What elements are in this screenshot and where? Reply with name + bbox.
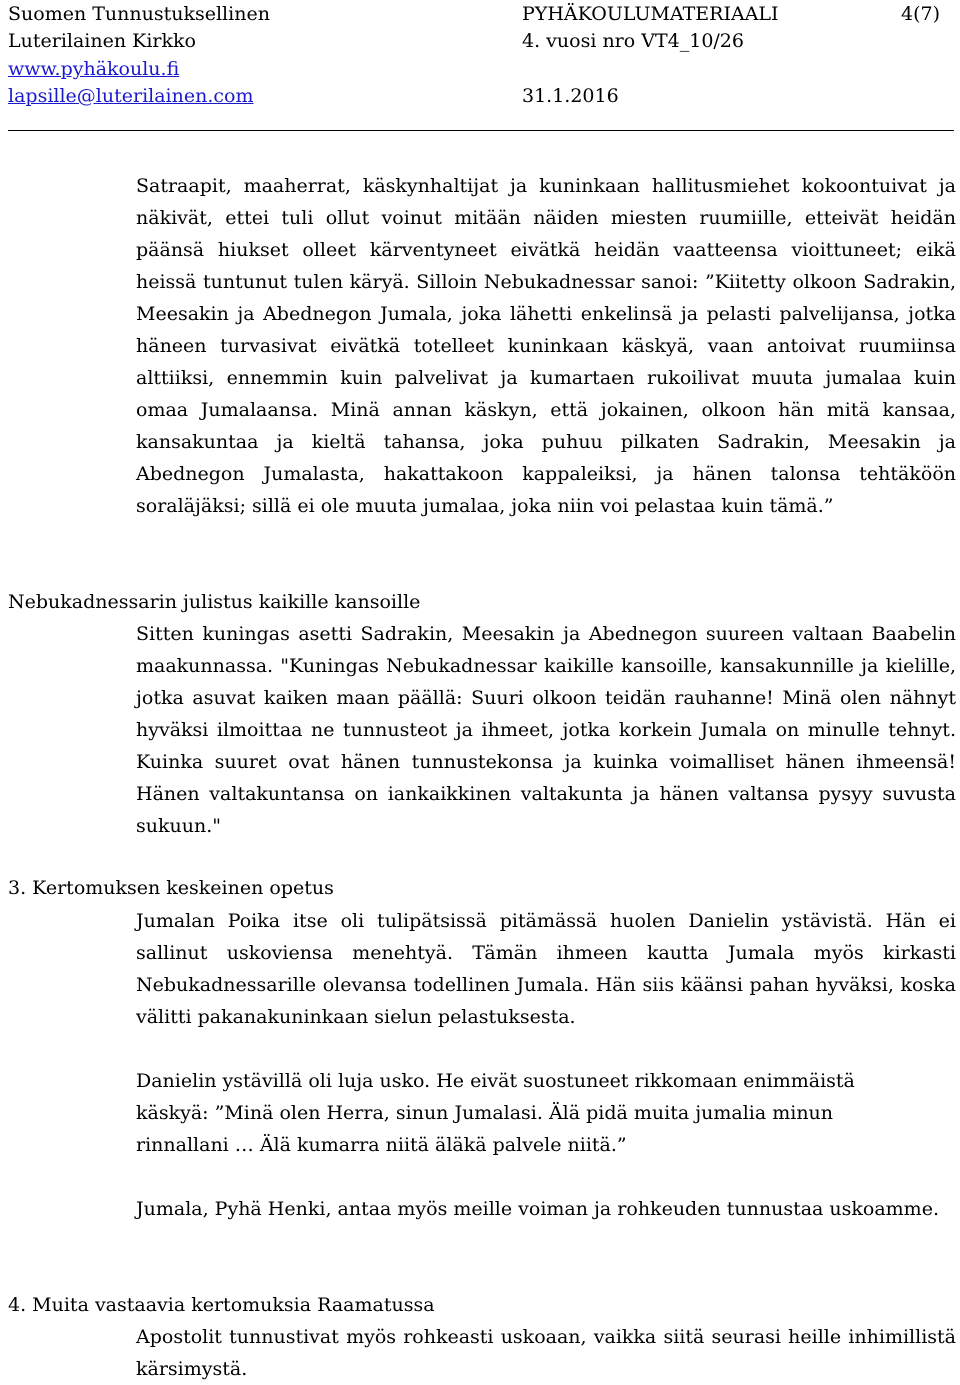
material-title: PYHÄKOULUMATERIAALI (522, 3, 779, 25)
lesson-number: 4. vuosi nro VT4_10/26 (522, 30, 744, 52)
document-date: 31.1.2016 (522, 85, 619, 107)
website-link[interactable]: www.pyhäkoulu.fi (8, 58, 180, 80)
organization-name: Suomen Tunnustuksellinen (8, 3, 270, 25)
section-paragraph: Sitten kuningas asetti Sadrakin, Meesakin ja Abednegon suureen valtaan Baabelin maakunnassa. "Kuningas Nebukadnessar kaikille kansoille, kansakunnille ja kielille, jotka asuvat kaiken maan päällä: Suuri olkoon teidän rauhanne! Minä olen nähnyt hyväksi ilmoittaa ne tunnusteot ja ihmeet, jotka korkein Jumala on minulle tehnyt. Kuinka suuret ovat hänen tunnustekonsa ja kuinka voimalliset hänen ihmeensä! Hänen valtakuntansa on iankaikkinen valtakunta ja hänen valtansa pysyy suvusta sukuun." (136, 623, 956, 837)
story-paragraph: Satraapit, maaherrat, käskynhaltijat ja kuninkaan hallitusmiehet kokoontuivat ja näkivät, ettei tuli ollut voinut mitään näiden miesten ruumiille, etteivät heidän päänsä hiukset olleet kärventyneet eivätkä heidän vaatteensa vioittuneet; eikä heissä tuntunut tulen käryä. Silloin Nebukadnessar sanoi: ”Kiitetty olkoon Sadrakin, Meesakin ja Abednegon Jumala, joka lähetti enkelinsä ja pelasti palvelijansa, jotka häneen turvasivat eivätkä totelleet kuninkaan käskyä, vaan antoivat ruumiinsa alttiiksi, ennemmin kuin palvelivat ja kumartaen rukoilivat muuta jumalaa kuin omaa Jumalaansa. Minä annan käskyn, että jokainen, olkoon hän mitä kansaa, kansakuntaa ja kieltä tahansa, joka puhuu pilkaten Sadrakin, Meesakin ja Abednegon Jumalasta, hakattakoon kappaleiksi, ja hänen talonsa tehtäköön soraläjäksi; sillä ei ole muuta jumalaa, joka niin voi pelastaa kuin tämä.” (136, 175, 956, 517)
section-paragraph: Apostolit tunnustivat myös rohkeasti uskoaan, vaikka siitä seurasi heille inhimillistä kärsimystä. (136, 1326, 956, 1380)
email-link[interactable]: lapsille@luterilainen.com (8, 85, 254, 107)
section-heading: Nebukadnessarin julistus kaikille kansoille (8, 591, 421, 613)
section-paragraph: Jumala, Pyhä Henki, antaa myös meille voiman ja rohkeuden tunnustaa uskoamme. (136, 1198, 939, 1220)
page-number: 4(7) (900, 3, 940, 25)
section-paragraph: Jumalan Poika itse oli tulipätsissä pitämässä huolen Danielin ystävistä. Hän ei sallinut uskoviensa menehtyä. Tämän ihmeen kautta Jumala myös kirkasti Nebukadnessarille olevansa todellinen Jumala. Hän siis käänsi pahan hyväksi, koska välitti pakanakuninkaan sielun pelastuksesta. (136, 910, 956, 1028)
header-divider (8, 130, 954, 131)
section-paragraph: Danielin ystävillä oli luja usko. He eivät suostuneet rikkomaan enimmäistä käskyä: ”Minä olen Herra, sinun Jumalasi. Älä pidä muita jumalia minun rinnallani … Älä kumarra niitä äläkä palvele niitä.” (136, 1070, 855, 1156)
organization-name-line2: Luterilainen Kirkko (8, 30, 196, 52)
section-heading: 3. Kertomuksen keskeinen opetus (8, 877, 334, 899)
section-heading: 4. Muita vastaavia kertomuksia Raamatussa (8, 1294, 435, 1316)
